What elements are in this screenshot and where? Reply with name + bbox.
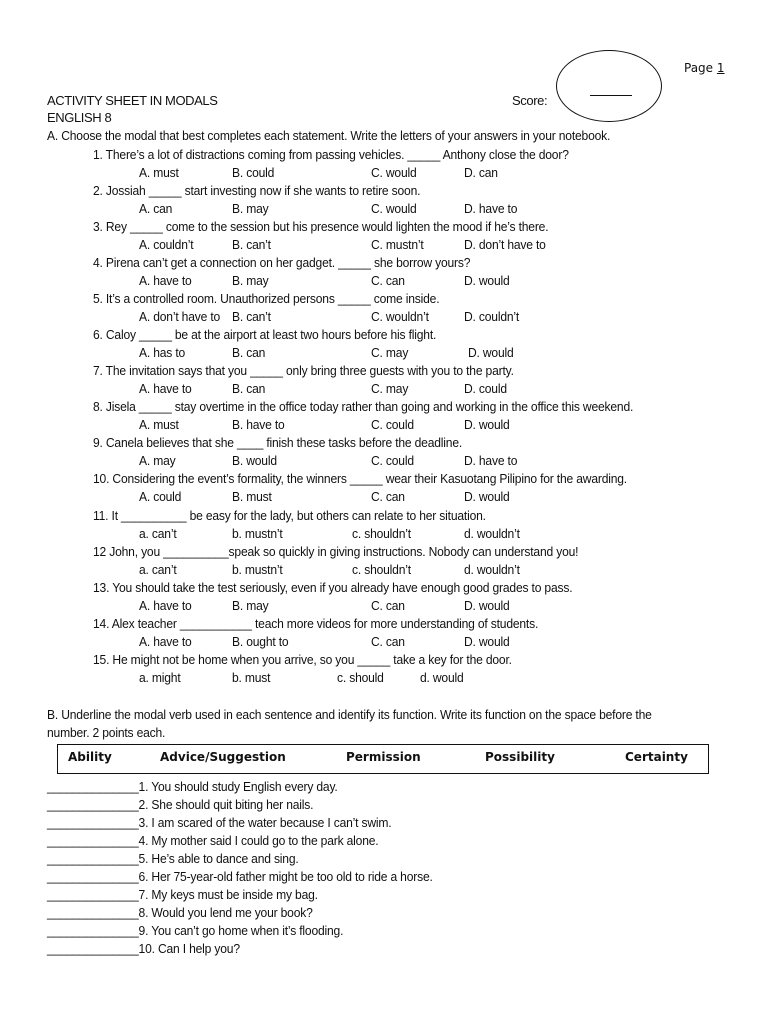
option-1a: A. must [139, 165, 179, 180]
option-8b: B. have to [232, 417, 285, 432]
option-11d: d. wouldn’t [464, 526, 520, 541]
part-b-item-5: ______________5. He’s able to dance and sing. [47, 851, 299, 866]
option-2b: B. may [232, 201, 269, 216]
score-blank-line [590, 95, 632, 96]
option-14a: A. have to [139, 634, 192, 649]
question-5: 5. It’s a controlled room. Unauthorized persons _____ come inside. [93, 291, 440, 306]
function-ability: Ability [68, 750, 112, 764]
option-10d: D. would [464, 489, 510, 504]
question-12: 12 John, you __________speak so quickly in giving instructions. Nobody can understand you! [93, 544, 579, 559]
question-14: 14. Alex teacher ___________ teach more videos for more understanding of students. [93, 616, 539, 631]
option-8a: A. must [139, 417, 179, 432]
score-value [590, 80, 627, 92]
question-1: 1. There’s a lot of distractions coming from passing vehicles. _____ Anthony close the door? [93, 147, 569, 162]
option-5a: A. don’t have to [139, 309, 221, 324]
option-14c: C. can [371, 634, 405, 649]
option-7a: A. have to [139, 381, 192, 396]
question-13: 13. You should take the test seriously, even if you already have enough good grades to pass. [93, 580, 573, 595]
page-label: Page [684, 61, 714, 75]
page-number [684, 61, 725, 75]
question-7: 7. The invitation says that you _____ only bring three guests with you to the party. [93, 363, 514, 378]
option-3a: A. couldn’t [139, 237, 194, 252]
option-1b: B. could [232, 165, 275, 180]
option-3b: B. can’t [232, 237, 271, 252]
option-13b: B. may [232, 598, 269, 613]
question-3: 3. Rey _____ come to the session but his presence would lighten the mood if he’s there. [93, 219, 549, 234]
option-9a: A. may [139, 453, 176, 468]
option-3d: D. don’t have to [464, 237, 546, 252]
question-4: 4. Pirena can’t get a connection on her gadget. _____ she borrow yours? [93, 255, 471, 270]
option-12b: b. mustn’t [232, 562, 283, 577]
option-7b: B. can [232, 381, 266, 396]
part-b-instruction-line1: B. Underline the modal verb used in each sentence and identify its function. Write its function on the space before the [47, 707, 652, 722]
option-13c: C. can [371, 598, 405, 613]
option-8c: C. could [371, 417, 414, 432]
option-5c: C. wouldn’t [371, 309, 429, 324]
option-7d: D. could [464, 381, 507, 396]
option-5b: B. can’t [232, 309, 271, 324]
part-b-instruction-line2: number. 2 points each. [47, 725, 166, 740]
option-10a: A. could [139, 489, 182, 504]
question-10: 10. Considering the event’s formality, the winners _____ wear their Kasuotang Pilipino for the awarding. [93, 471, 627, 486]
page-number-value: 1 [716, 61, 725, 75]
option-2c: C. would [371, 201, 417, 216]
part-a-instruction: A. Choose the modal that best completes each statement. Write the letters of your answers in your notebook. [47, 128, 611, 143]
part-b-item-9: ______________9. You can’t go home when it’s flooding. [47, 923, 344, 938]
question-15: 15. He might not be home when you arrive, so you _____ take a key for the door. [93, 652, 512, 667]
option-10b: B. must [232, 489, 272, 504]
option-12c: c. shouldn’t [352, 562, 411, 577]
option-2d: D. have to [464, 201, 518, 216]
option-9c: C. could [371, 453, 414, 468]
score-label: Score: [512, 93, 548, 108]
question-8: 8. Jisela _____ stay overtime in the office today rather than going and working in the office this weekend. [93, 399, 634, 414]
function-advice: Advice/Suggestion [160, 750, 286, 764]
option-1d: D. can [464, 165, 498, 180]
option-5d: D. couldn’t [464, 309, 520, 324]
option-4b: B. may [232, 273, 269, 288]
option-1c: C. would [371, 165, 417, 180]
part-b-item-10: ______________10. Can I help you? [47, 941, 240, 956]
function-possibility: Possibility [485, 750, 555, 764]
question-2: 2. Jossiah _____ start investing now if she wants to retire soon. [93, 183, 421, 198]
option-15d: d. would [420, 670, 464, 685]
option-11c: c. shouldn’t [352, 526, 411, 541]
option-10c: C. can [371, 489, 405, 504]
question-11: 11. It __________ be easy for the lady, but others can relate to her situation. [93, 508, 486, 523]
option-4d: D. would [464, 273, 510, 288]
option-13d: D. would [464, 598, 510, 613]
option-12a: a. can’t [139, 562, 177, 577]
question-9: 9. Canela believes that she ____ finish these tasks before the deadline. [93, 435, 463, 450]
question-6: 6. Caloy _____ be at the airport at least two hours before his flight. [93, 327, 437, 342]
option-14b: B. ought to [232, 634, 289, 649]
option-4c: C. can [371, 273, 405, 288]
option-11a: a. can’t [139, 526, 177, 541]
option-6a: A. has to [139, 345, 186, 360]
option-15c: c. should [337, 670, 384, 685]
option-2a: A. can [139, 201, 173, 216]
option-15a: a. might [139, 670, 181, 685]
option-7c: C. may [371, 381, 409, 396]
option-11b: b. mustn’t [232, 526, 283, 541]
option-4a: A. have to [139, 273, 192, 288]
option-3c: C. mustn’t [371, 237, 424, 252]
part-b-item-3: ______________3. I am scared of the water because I can’t swim. [47, 815, 392, 830]
part-b-item-1: ______________1. You should study English every day. [47, 779, 338, 794]
option-15b: b. must [232, 670, 271, 685]
option-9b: B. would [232, 453, 277, 468]
option-12d: d. wouldn’t [464, 562, 520, 577]
option-6d: D. would [468, 345, 514, 360]
option-14d: D. would [464, 634, 510, 649]
part-b-item-8: ______________8. Would you lend me your book? [47, 905, 313, 920]
function-certainty: Certainty [625, 750, 688, 764]
option-8d: D. would [464, 417, 510, 432]
option-6c: C. may [371, 345, 409, 360]
part-b-item-2: ______________2. She should quit biting her nails. [47, 797, 314, 812]
sheet-title: ACTIVITY SHEET IN MODALS [47, 93, 218, 108]
part-b-item-4: ______________4. My mother said I could go to the park alone. [47, 833, 379, 848]
option-13a: A. have to [139, 598, 192, 613]
option-6b: B. can [232, 345, 266, 360]
sheet-subject: ENGLISH 8 [47, 110, 112, 125]
part-b-item-7: ______________7. My keys must be inside my bag. [47, 887, 318, 902]
part-b-item-6: ______________6. Her 75-year-old father might be too old to ride a horse. [47, 869, 433, 884]
option-9d: D. have to [464, 453, 518, 468]
function-permission: Permission [346, 750, 421, 764]
